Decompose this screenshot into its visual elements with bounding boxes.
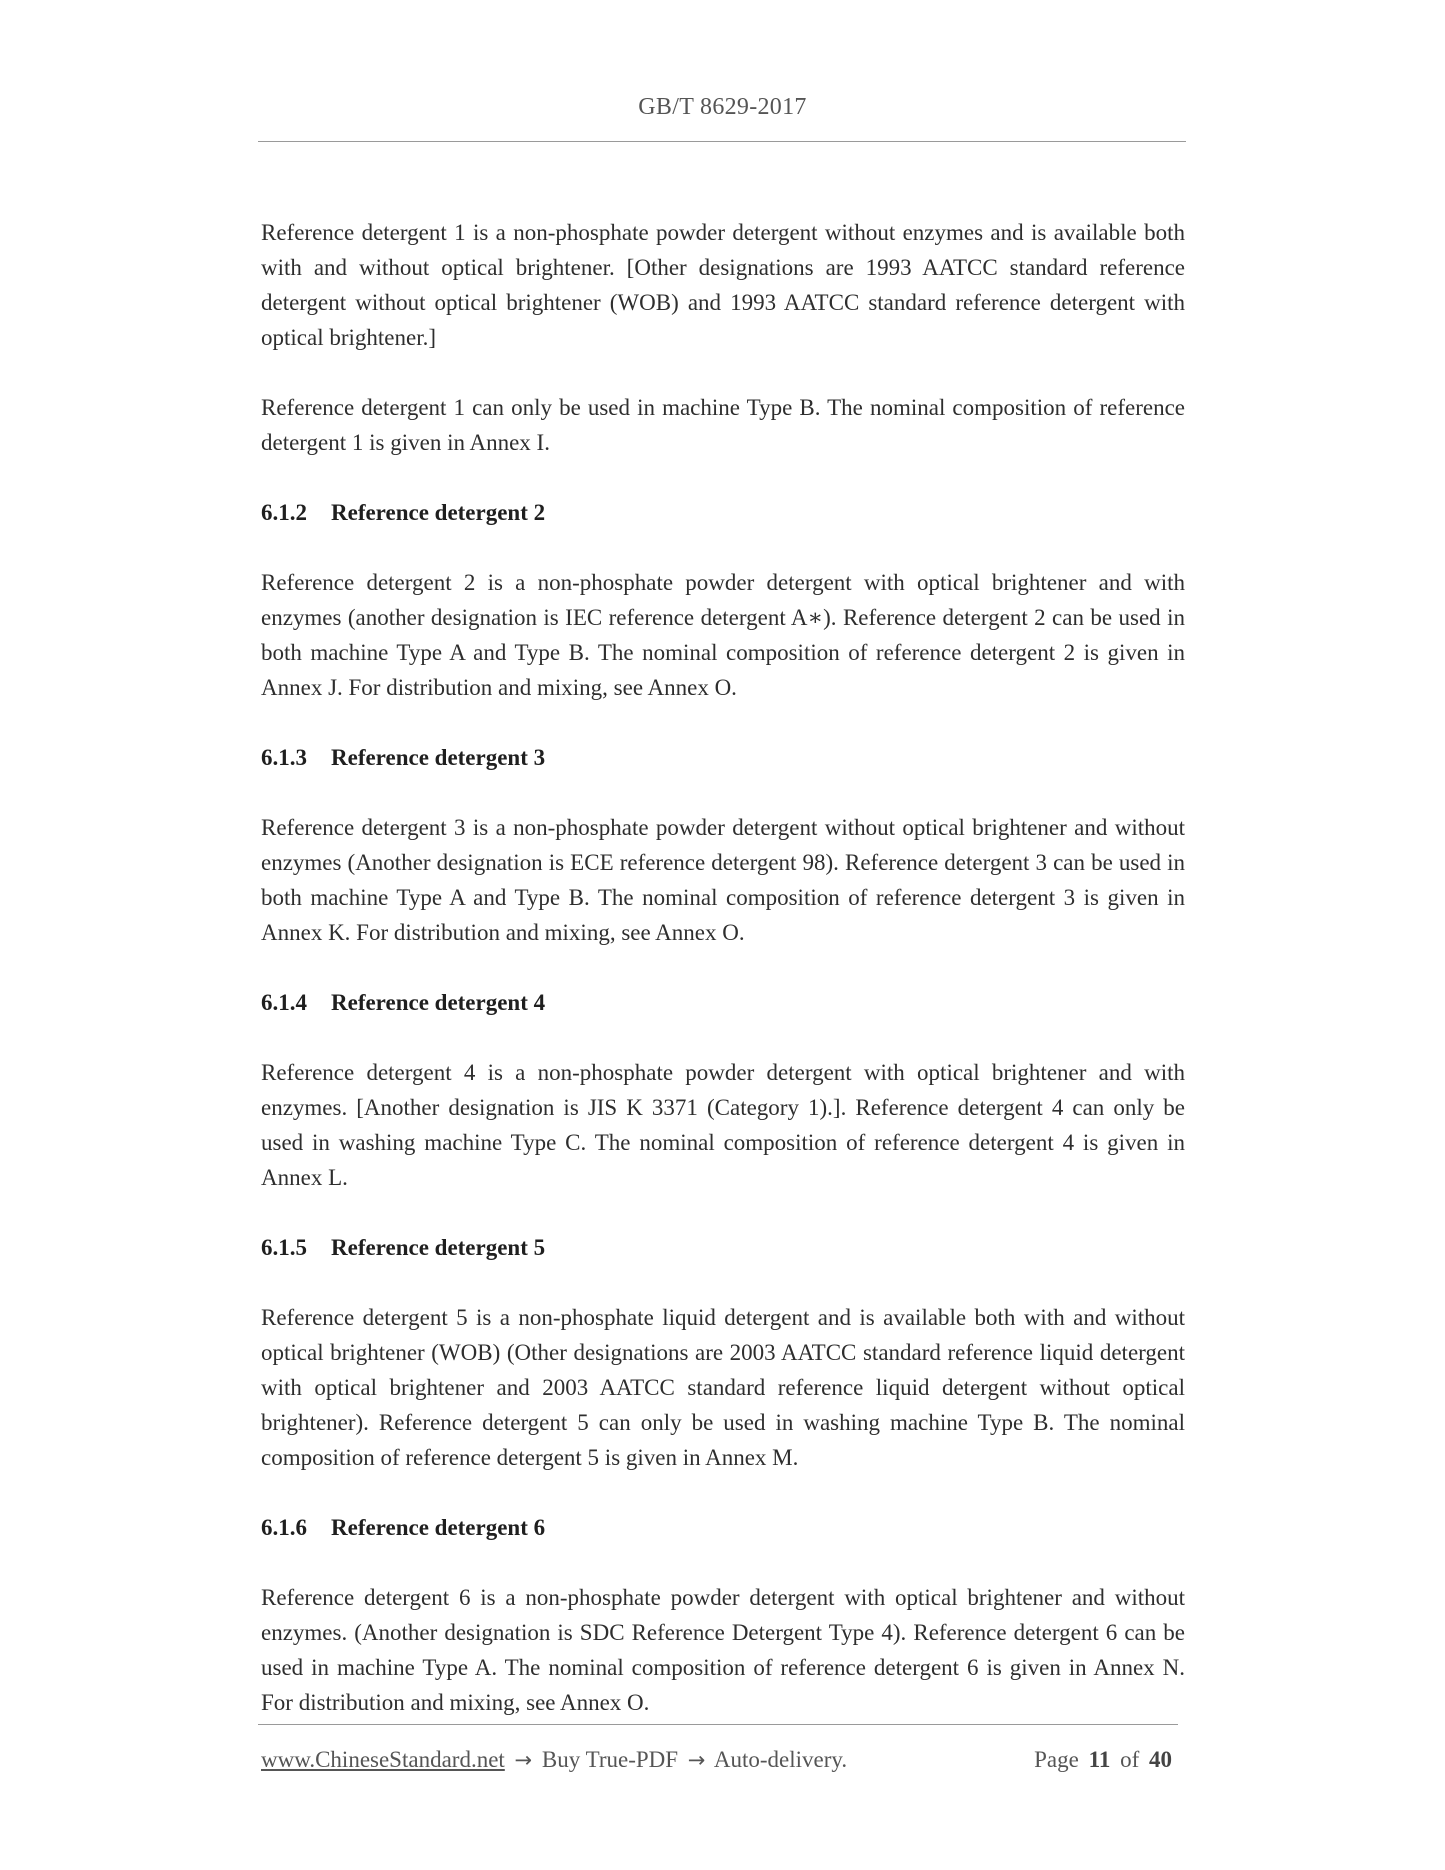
paragraph-detergent-1-usage: Reference detergent 1 can only be used in machine Type B. The nominal composition of reference detergent 1 is given in Annex I. xyxy=(261,395,1185,455)
section-title: Reference detergent 6 xyxy=(331,1515,546,1540)
arrow-right-icon: → xyxy=(514,1748,533,1772)
website-link[interactable]: www.ChineseStandard.net xyxy=(261,1747,505,1772)
section-title: Reference detergent 2 xyxy=(331,500,546,525)
section-heading-6-1-2 xyxy=(261,495,1185,530)
paragraph-detergent-4: Reference detergent 4 is a non-phosphate powder detergent with optical brightener and with enzymes. [Another designation is JIS K 3371 (Category 1).]. Reference detergent 4 can only be used in washing machine Type C. The nominal composition of reference detergent 4 is given in Annex L. xyxy=(261,1060,1185,1190)
auto-delivery-text: Auto-delivery. xyxy=(713,1747,848,1772)
page-label: Page xyxy=(1034,1747,1079,1772)
section-number: 6.1.3 xyxy=(261,745,307,770)
section-heading-6-1-3 xyxy=(261,740,1185,775)
document-body xyxy=(261,215,1185,1755)
header-divider xyxy=(258,141,1186,142)
total-page-count: 40 xyxy=(1149,1747,1172,1772)
section-number: 6.1.6 xyxy=(261,1515,307,1540)
section-number: 6.1.4 xyxy=(261,990,307,1015)
paragraph-detergent-2: Reference detergent 2 is a non-phosphate powder detergent with optical brightener and with enzymes (another designation is IEC reference detergent A∗). Reference detergent 2 can be used in both machine Type A and Type B. The nominal composition of reference detergent 2 is given in Annex J. For distribution and mixing, see Annex O. xyxy=(261,570,1185,700)
section-heading-6-1-6 xyxy=(261,1510,1185,1545)
footer-promo xyxy=(261,1742,847,1778)
section-title: Reference detergent 5 xyxy=(331,1235,546,1260)
section-title: Reference detergent 3 xyxy=(331,745,546,770)
section-number: 6.1.2 xyxy=(261,500,307,525)
of-label: of xyxy=(1120,1747,1140,1772)
page-number-indicator xyxy=(1034,1742,1176,1778)
section-heading-6-1-4 xyxy=(261,985,1185,1020)
footer-divider xyxy=(258,1724,1178,1725)
section-number: 6.1.5 xyxy=(261,1235,307,1260)
current-page-number: 11 xyxy=(1088,1747,1111,1772)
paragraph-detergent-6: Reference detergent 6 is a non-phosphate powder detergent with optical brightener and without enzymes. (Another designation is SDC Reference Detergent Type 4). Reference detergent 6 can be used in machine Type A. The nominal composition of reference detergent 6 is given in Annex N. For distribution and mixing, see Annex O. xyxy=(261,1585,1185,1715)
page-footer xyxy=(261,1742,1176,1778)
section-title: Reference detergent 4 xyxy=(331,990,546,1015)
section-heading-6-1-5 xyxy=(261,1230,1185,1265)
paragraph-detergent-5: Reference detergent 5 is a non-phosphate liquid detergent and is available both with and without optical brightener (WOB) (Other designations are 2003 AATCC standard reference liquid detergent with optical brightener and 2003 AATCC standard reference liquid detergent without optical brightener). Reference detergent 5 can only be used in washing machine Type B. The nominal composition of reference detergent 5 is given in Annex M. xyxy=(261,1305,1185,1470)
buy-true-pdf-text: Buy True-PDF xyxy=(541,1747,679,1772)
arrow-right-icon: → xyxy=(687,1748,706,1772)
document-header-title: GB/T 8629-2017 xyxy=(638,94,807,120)
paragraph-detergent-3: Reference detergent 3 is a non-phosphate powder detergent without optical brightener and without enzymes (Another designation is ECE reference detergent 98). Reference detergent 3 can be used in both machine Type A and Type B. The nominal composition of reference detergent 3 is given in Annex K. For distribution and mixing, see Annex O. xyxy=(261,815,1185,945)
paragraph-detergent-1-description: Reference detergent 1 is a non-phosphate powder detergent without enzymes and is available both with and without optical brightener. [Other designations are 1993 AATCC standard reference detergent without optical brightener (WOB) and 1993 AATCC standard reference detergent with optical brightener.] xyxy=(261,220,1185,350)
